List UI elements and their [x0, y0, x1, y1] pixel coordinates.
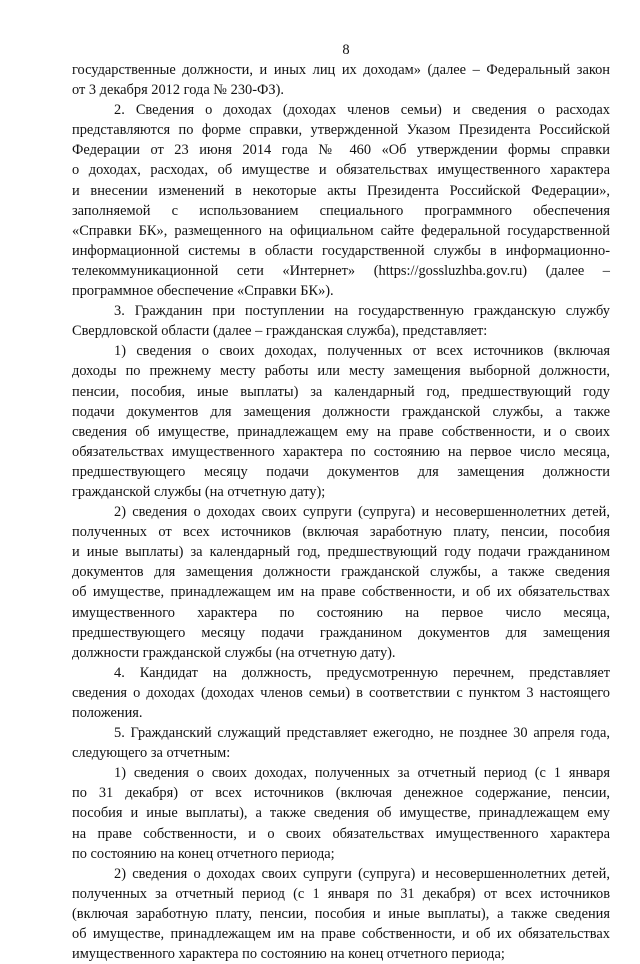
text-line: и иные выплаты) за календарный год, предшествующий году подачи гражданином [72, 544, 610, 561]
text-line: и внесении изменений в некоторые акты Президента Российской Федерации», [72, 182, 610, 199]
text-line: 2) сведения о доходах своих супруги (супруга) и несовершеннолетних детей, [114, 504, 610, 521]
text-line: (включая заработную плату, пенсии, пособия и иные выплаты), а также сведения [72, 905, 610, 922]
text-line: сведения об имуществе, принадлежащем ему на праве собственности, и о своих [72, 423, 610, 440]
text-line: государственные должности, и иных лиц их доходам» (далее – Федеральный закон [72, 62, 610, 78]
text-line: предшествующего месяцу подачи гражданином документов для замещения [72, 624, 610, 641]
text-line: полученных от всех источников (включая заработную плату, пенсии, пособия [72, 524, 610, 541]
text-line: заполняемой с использованием специального программного обеспечения [72, 202, 610, 219]
paragraph-p2 [72, 100, 610, 301]
text-line: 2) сведения о доходах своих супруги (супруга) и несовершеннолетних детей, [114, 865, 610, 882]
paragraph-p3 [72, 301, 610, 341]
text-line: подачи документов для замещения должности гражданской службы, а также [72, 403, 610, 420]
text-line: положения. [72, 705, 143, 721]
text-line: имущественного характера по состоянию на первое число месяца, [72, 604, 610, 621]
text-line: «Справки БК», размещенного на официальном сайте федеральной государственной [72, 222, 610, 239]
text-line: полученных за отчетный период (с 1 января по 31 декабря) от всех источников [72, 885, 610, 902]
text-line: об имуществе, принадлежащем им на праве собственности, и об их обязательствах [72, 926, 610, 943]
text-line: телекоммуникационной сети «Интернет» (https://gossluzhba.gov.ru) (далее – [72, 262, 610, 279]
paragraph-p5-2 [72, 864, 610, 964]
text-line: представляются по форме справки, утвержденной Указом Президента Российской [72, 122, 610, 139]
text-line: имущественного характера по состоянию на конец отчетного периода; [72, 946, 505, 963]
text-line: программное обеспечение «Справки БК»). [72, 283, 334, 300]
document-body [72, 60, 610, 964]
text-line: доходы по прежнему месту работы или месту замещения выборной должности, [72, 363, 610, 380]
text-line: 1) сведения о своих доходах, полученных за отчетный период (с 1 января [114, 765, 610, 782]
text-line: информационной системы в области государственной службы в информационно- [72, 242, 610, 259]
paragraph-p-cont [72, 60, 610, 100]
text-line: следующего за отчетным: [72, 745, 231, 762]
text-line: 3. Гражданин при поступлении на государственную гражданскую службу [114, 303, 610, 320]
paragraph-p3-2 [72, 502, 610, 663]
text-line: пособия и иные выплаты), а также сведения об имуществе, принадлежащем ему [72, 805, 610, 822]
text-line: по состоянию на конец отчетного периода; [72, 845, 335, 862]
paragraph-p5-1 [72, 763, 610, 863]
text-line: гражданской службы (на отчетную дату); [72, 483, 326, 500]
text-line: от 3 декабря 2012 года № 230-ФЗ). [72, 82, 284, 99]
text-line: обязательствах имущественного характера по состоянию на первое число месяца, [72, 443, 610, 460]
text-line: 4. Кандидат на должность, предусмотренную перечнем, представляет [114, 664, 610, 681]
text-line: Федерации от 23 июня 2014 года № 460 «Об утверждении формы справки [72, 142, 610, 159]
text-line: 2. Сведения о доходах (доходах членов семьи) и сведения о расходах [114, 102, 610, 119]
paragraph-p4 [72, 663, 610, 723]
paragraph-p5 [72, 723, 610, 763]
page-number: 8 [342, 42, 350, 58]
text-line: документов для замещения должности гражданской службы, а также сведения [72, 564, 610, 581]
text-line: на праве собственности, и о своих обязательствах имущественного характера [72, 825, 610, 842]
text-line: по 31 декабря) от всех источников (включая денежное содержание, пенсии, [72, 785, 610, 802]
text-line: 5. Гражданский служащий представляет ежегодно, не позднее 30 апреля года, [114, 725, 610, 742]
text-line: сведения о доходах (доходах членов семьи) в соответствии с пунктом 3 настоящего [72, 684, 610, 701]
text-line: пенсии, пособия, иные выплаты) за календарный год, предшествующий году [72, 383, 610, 400]
text-line: должности гражданской службы (на отчетную дату). [72, 644, 396, 661]
text-line: предшествующего месяцу подачи документов для замещения должности [72, 463, 610, 480]
text-line: об имуществе, принадлежащем им на праве собственности, и об их обязательствах [72, 584, 610, 601]
text-line: о доходах, расходах, об имуществе и обязательствах имущественного характера [72, 162, 610, 179]
text-line: 1) сведения о своих доходах, полученных от всех источников (включая [114, 343, 610, 360]
paragraph-p3-1 [72, 341, 610, 502]
text-line: Свердловской области (далее – гражданская служба), представляет: [72, 323, 488, 340]
